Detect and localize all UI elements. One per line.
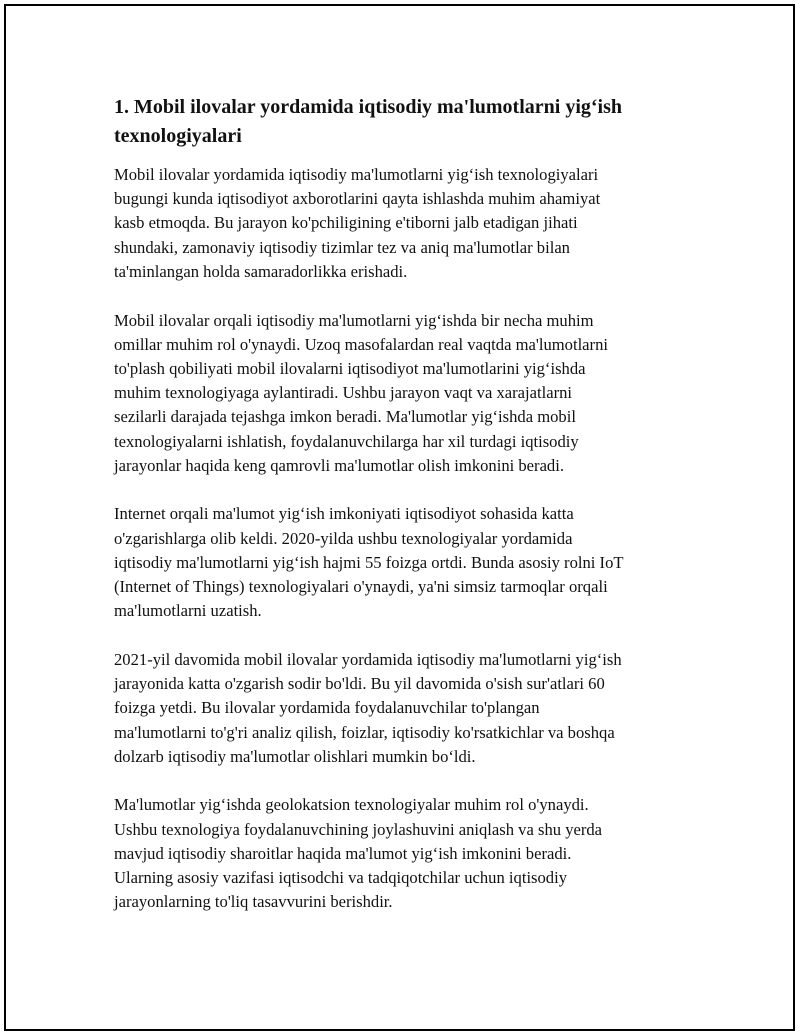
document-body xyxy=(114,93,674,939)
paragraph-5: Ma'lumotlar yig‘ishda geolokatsion texnologiyalar muhim rol o'ynaydi. Ushbu texnologiya foydalanuvchining joylashuvini aniqlash va shu yerda mavjud iqtisodiy sharoitlar haqida ma'lumot yig‘ish imkonini beradi. Ularning asosiy vazifasi iqtisodchi va tadqiqotchilar uchun iqtisodiy jarayonlarning to'liq tasavvurini berishdir. xyxy=(114,795,603,912)
paragraph-1: Mobil ilovalar yordamida iqtisodiy ma'lumotlarni yig‘ish texnologiyalari bugungi kunda iqtisodiyot axborotlarini qayta ishlashda muhim ahamiyat kasb etmoqda. Bu jarayon ko'pchiligining e'tiborni jalb etadigan jihati shundaki, zamonaviy iqtisodiy tizimlar tez va aniq ma'lumotlar bilan ta'minlangan holda samaradorlikka erishadi. xyxy=(114,165,601,281)
section-title: 1. Mobil ilovalar yordamida iqtisodiy ma'lumotlarni yig‘ish texnologiyalari xyxy=(114,96,623,147)
paragraph-3: Internet orqali ma'lumot yig‘ish imkoniyati iqtisodiyot sohasida katta o'zgarishlarga olib keldi. 2020-yilda ushbu texnologiyalar yordamida iqtisodiy ma'lumotlarni yig‘ish hajmi 55 foizga ortdi. Bunda asosiy rolni IoT (Internet of Things) texnologiyalari o'ynaydi, ya'ni simsiz tarmoqlar orqali ma'lumotlarni uzatish. xyxy=(114,504,624,621)
paragraph-4: 2021-yil davomida mobil ilovalar yordamida iqtisodiy ma'lumotlarni yig‘ish jarayonida katta o'zgarish sodir bo'ldi. Bu yil davomida o'sish sur'atlari 60 foizga yetdi. Bu ilovalar yordamida foydalanuvchilar to'plangan ma'lumotlarni to'g'ri analiz qilish, foizlar, iqtisodiy ko'rsatkichlar va boshqa dolzarb iqtisodiy ma'lumotlar olishlari mumkin bo‘ldi. xyxy=(114,649,622,766)
paragraph-2: Mobil ilovalar orqali iqtisodiy ma'lumotlarni yig‘ishda bir necha muhim omillar muhim rol o'ynaydi. Uzoq masofalardan real vaqtda ma'lumotlarni to'plash qobiliyati mobil ilovalarni iqtisodiyot ma'lumotlarini yig‘ishda muhim texnologiyaga aylantiradi. Ushbu jarayon vaqt va xarajatlarni sezilarli darajada tejashga imkon beradi. Ma'lumotlar yig‘ishda mobil texnologiyalarni ishlatish, foydalanuvchilarga har xil turdagi iqtisodiy jarayonlar haqida keng qamrovli ma'lumotlar olish imkonini beradi. xyxy=(114,310,608,475)
